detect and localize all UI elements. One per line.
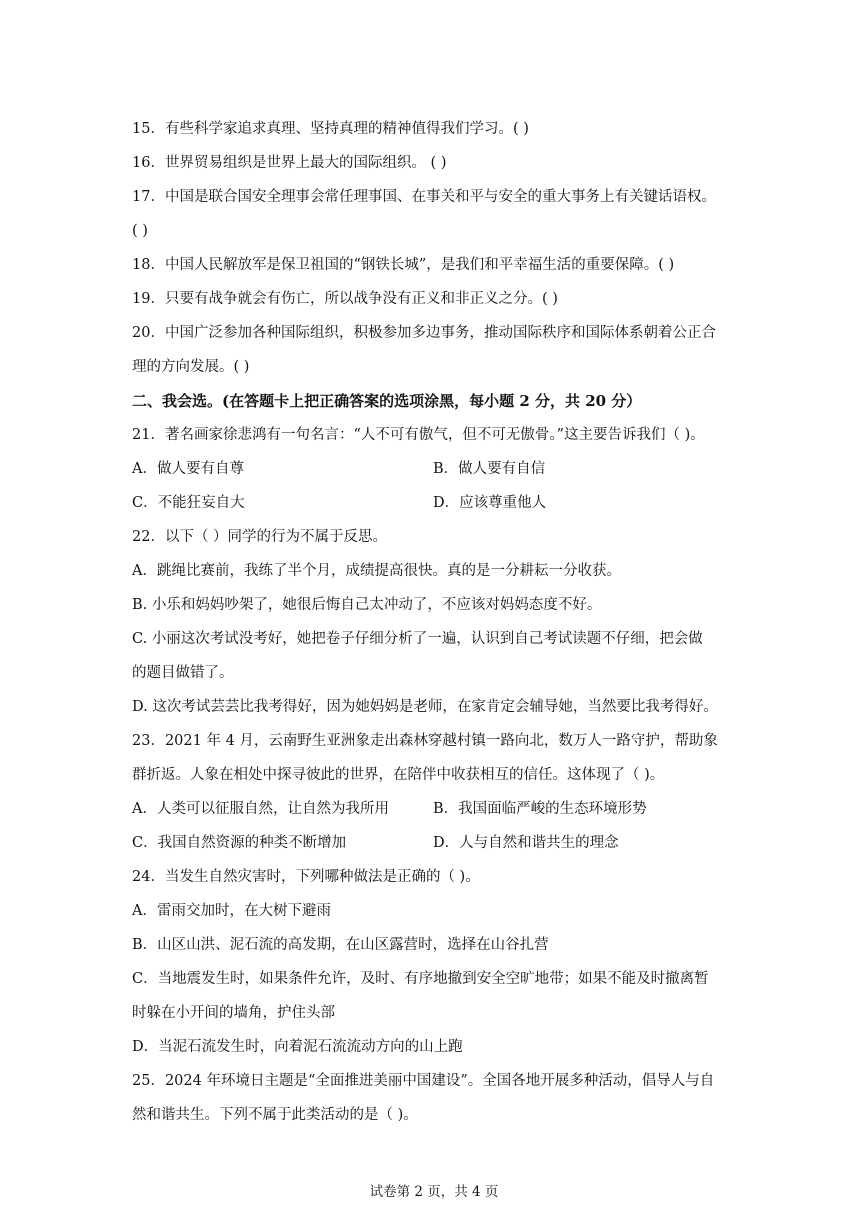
question-line: 22．以下（ ）同学的行为不属于反思。 (132, 529, 388, 545)
option-row (132, 486, 778, 520)
option-row (132, 452, 778, 486)
answer-option: C．我国自然资源的种类不断增加 (132, 835, 347, 851)
question-line: 25．2024 年环境日主题是“全面推进美丽中国建设”。全国各地开展多种活动，倡导人与自 (132, 1073, 715, 1089)
answer-option: A．人类可以征服自然，让自然为我所用 (132, 801, 389, 817)
question-line: 21．著名画家徐悲鸿有一句名言：“人不可有傲气，但不可无傲骨。”这主要告诉我们（ )。 (132, 427, 705, 443)
question-line: 24．当发生自然灾害时，下列哪种做法是正确的（ )。 (132, 869, 480, 885)
question-line: D. 这次考试芸芸比我考得好，因为她妈妈是老师，在家肯定会辅导她，当然要比我考得好。 (132, 699, 718, 715)
question-line: 19．只要有战争就会有伤亡，所以战争没有正义和非正义之分。( ) (132, 291, 558, 307)
answer-option: B．我国面临严峻的生态环境形势 (433, 801, 647, 817)
question-line: 18．中国人民解放军是保卫祖国的“钢铁长城”，是我们和平幸福生活的重要保障。( ) (132, 257, 675, 273)
question-line: 23．2021 年 4 月，云南野生亚洲象走出森林穿越村镇一路向北，数万人一路守护，帮助象 (132, 733, 718, 749)
question-line: 20．中国广泛参加各种国际组织，积极参加多边事务，推动国际秩序和国际体系朝着公正合 (132, 325, 716, 341)
question-line: 的题目做错了。 (132, 665, 234, 681)
question-line: 17．中国是联合国安全理事会常任理事国、在事关和平与安全的重大事务上有关键话语权。 (132, 189, 716, 205)
question-line: 16．世界贸易组织是世界上最大的国际组织。 ( ) (132, 155, 447, 171)
question-line: B．山区山洪、泥石流的高发期，在山区露营时，选择在山谷扎营 (132, 937, 549, 953)
question-line: A．跳绳比赛前，我练了半个月，成绩提高很快。真的是一分耕耘一分收获。 (132, 563, 621, 579)
answer-option: B．做人要有自信 (433, 461, 546, 477)
question-line: 群折返。人象在相处中探寻彼此的世界，在陪伴中收获相互的信任。这体现了（ )。 (132, 767, 665, 783)
option-row (132, 792, 778, 826)
section-heading: 二、我会选。(在答题卡上把正确答案的选项涂黑，每小题 2 分，共 20 分） (132, 392, 642, 410)
question-line: C. 小丽这次考试没考好，她把卷子仔细分析了一遍，认识到自己考试读题不仔细，把会做 (132, 631, 703, 647)
answer-option: D．应该尊重他人 (433, 495, 547, 511)
option-row (132, 826, 778, 860)
question-line: D．当泥石流发生时，向着泥石流流动方向的山上跑 (132, 1039, 463, 1055)
answer-option: D．人与自然和谐共生的理念 (433, 835, 619, 851)
question-line: 15．有些科学家追求真理、坚持真理的精神值得我们学习。( ) (132, 121, 529, 137)
question-line: 然和谐共生。下列不属于此类活动的是（ )。 (132, 1107, 418, 1123)
question-list (132, 112, 778, 1132)
question-line: C．当地震发生时，如果条件允许，及时、有序地撤到安全空旷地带；如果不能及时撤离暂 (132, 971, 709, 987)
question-line: 时躲在小开间的墙角，护住头部 (132, 1005, 335, 1021)
question-line: B. 小乐和妈妈吵架了，她很后悔自己太冲动了，不应该对妈妈态度不好。 (132, 597, 602, 613)
question-line: ( ) (132, 223, 148, 239)
question-line: 理的方向发展。( ) (132, 359, 250, 375)
question-line: A．雷雨交加时，在大树下避雨 (132, 903, 331, 919)
page-footer: 试卷第 2 页，共 4 页 (369, 1184, 499, 1200)
answer-option: C．不能狂妄自大 (132, 495, 245, 511)
answer-option: A．做人要有自尊 (132, 461, 244, 477)
